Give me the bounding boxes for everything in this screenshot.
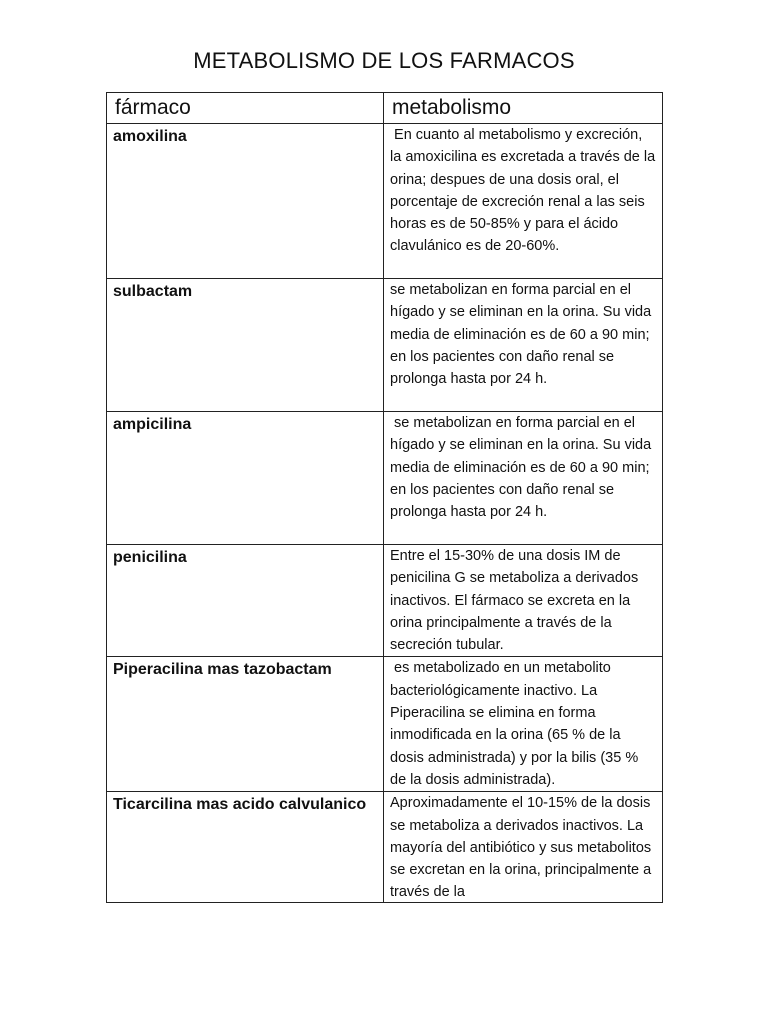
metabolism-cell: se metabolizan en forma parcial en el hígado y se eliminan en la orina. Su vida media de eliminación es de 60 a 90 min; en los pacientes con daño renal se prolonga hasta por 24 h.	[384, 412, 663, 545]
metabolism-cell: se metabolizan en forma parcial en el hígado y se eliminan en la orina. Su vida media de eliminación es de 60 a 90 min; en los pacientes con daño renal se prolonga hasta por 24 h.	[384, 279, 663, 412]
metabolism-cell	[384, 792, 663, 903]
table-row	[107, 412, 663, 545]
table-row	[107, 545, 663, 657]
drug-name-cell: amoxilina	[107, 124, 384, 279]
drug-name-cell: Piperacilina mas tazobactam	[107, 657, 384, 792]
page-title: METABOLISMO DE LOS FARMACOS	[193, 48, 575, 73]
drug-metabolism-table	[106, 92, 663, 903]
metabolism-cell: Entre el 15-30% de una dosis IM de penicilina G se metaboliza a derivados inactivos. El fármaco se excreta en la orina principalmente a través de la secreción tubular.	[384, 545, 663, 657]
table-header-row	[107, 93, 663, 124]
metabolism-cell: es metabolizado en un metabolito bacteriológicamente inactivo. La Piperacilina se elimina en forma inmodificada en la orina (65 % de la dosis administrada) y por la bilis (35 % de la dosis administrada).	[384, 657, 663, 792]
table-row	[107, 792, 663, 903]
table-row	[107, 124, 663, 279]
table-row	[107, 657, 663, 792]
drug-name-cell: Ticarcilina mas acido calvulanico	[107, 792, 384, 903]
column-header-metabolismo: metabolismo	[384, 93, 663, 124]
table-row	[107, 279, 663, 412]
column-header-farmaco: fármaco	[107, 93, 384, 124]
drug-name-cell: sulbactam	[107, 279, 384, 412]
metabolism-cell: En cuanto al metabolismo y excreción, la amoxicilina es excretada a través de la orina; despues de una dosis oral, el porcentaje de excreción renal a las seis horas es de 50-85% y para el ácido clavulánico es de 20-60%.	[384, 124, 663, 279]
drug-name-cell: penicilina	[107, 545, 384, 657]
drug-name-cell: ampicilina	[107, 412, 384, 545]
metabolism-text: Aproximadamente el 10-15% de la dosis se metaboliza a derivados inactivos. La mayoría del antibiótico y sus metabolitos se excretan en la orina, principalmente a través de la	[390, 795, 656, 901]
